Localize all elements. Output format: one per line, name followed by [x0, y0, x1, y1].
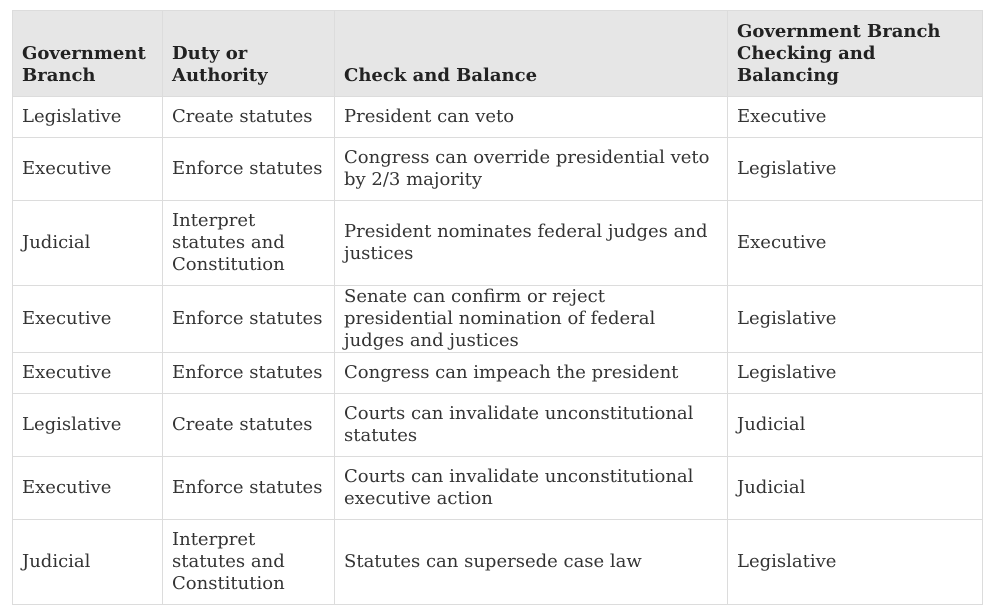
cell-duty: Interpret statutes and Constitution	[163, 520, 335, 605]
checks-and-balances-table-container	[12, 10, 982, 605]
cell-duty: Enforce statutes	[163, 138, 335, 201]
header-checking-branch: Government Branch Checking and Balancing	[728, 11, 983, 97]
cell-branch: Judicial	[13, 520, 163, 605]
table-row	[13, 353, 983, 394]
cell-check: President can veto	[335, 97, 728, 138]
cell-branch: Judicial	[13, 201, 163, 286]
cell-check: Congress can impeach the president	[335, 353, 728, 394]
cell-branch: Legislative	[13, 97, 163, 138]
header-row	[13, 11, 983, 97]
cell-checking-branch: Judicial	[728, 457, 983, 520]
table-body	[13, 97, 983, 605]
cell-checking-branch: Judicial	[728, 394, 983, 457]
cell-check: Congress can override presidential veto by 2/3 majority	[335, 138, 728, 201]
cell-branch: Executive	[13, 138, 163, 201]
cell-check: President nominates federal judges and justices	[335, 201, 728, 286]
cell-checking-branch: Legislative	[728, 520, 983, 605]
cell-duty: Create statutes	[163, 394, 335, 457]
cell-checking-branch: Legislative	[728, 138, 983, 201]
cell-duty: Enforce statutes	[163, 286, 335, 353]
table-header	[13, 11, 983, 97]
cell-check: Courts can invalidate unconstitutional executive action	[335, 457, 728, 520]
table-row	[13, 394, 983, 457]
cell-check: Statutes can supersede case law	[335, 520, 728, 605]
cell-duty: Enforce statutes	[163, 457, 335, 520]
cell-check: Senate can confirm or reject presidential nomination of federal judges and justices	[335, 286, 728, 353]
header-check-and-balance: Check and Balance	[335, 11, 728, 97]
table-row	[13, 138, 983, 201]
cell-duty: Interpret statutes and Constitution	[163, 201, 335, 286]
cell-branch: Executive	[13, 286, 163, 353]
header-government-branch: Government Branch	[13, 11, 163, 97]
cell-duty: Enforce statutes	[163, 353, 335, 394]
table-row	[13, 457, 983, 520]
cell-branch: Executive	[13, 353, 163, 394]
table-row	[13, 286, 983, 353]
table-row	[13, 201, 983, 286]
checks-and-balances-table	[12, 10, 983, 605]
table-row	[13, 520, 983, 605]
cell-checking-branch: Legislative	[728, 353, 983, 394]
cell-checking-branch: Executive	[728, 201, 983, 286]
cell-branch: Executive	[13, 457, 163, 520]
cell-duty: Create statutes	[163, 97, 335, 138]
cell-checking-branch: Executive	[728, 97, 983, 138]
cell-branch: Legislative	[13, 394, 163, 457]
header-duty-or-authority: Duty or Authority	[163, 11, 335, 97]
cell-check: Courts can invalidate unconstitutional statutes	[335, 394, 728, 457]
table-row	[13, 97, 983, 138]
cell-checking-branch: Legislative	[728, 286, 983, 353]
